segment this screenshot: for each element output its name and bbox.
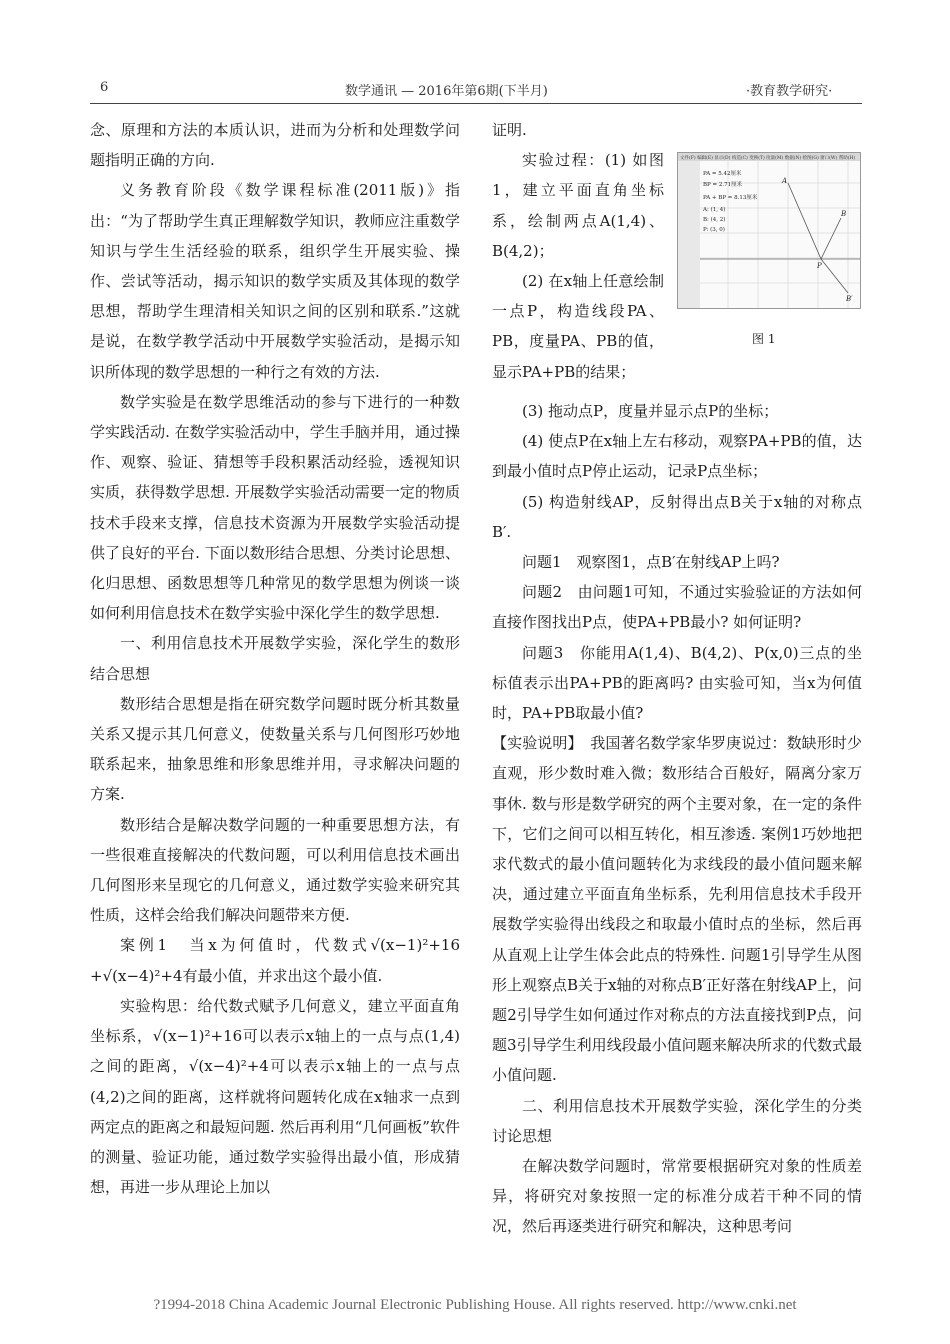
point-label: P [817, 262, 822, 270]
right-column [492, 396, 862, 1242]
paragraph: (5) 构造射线AP，反射得出点B关于x轴的对称点B′. [492, 492, 862, 541]
paragraph: (2) 在x轴上任意绘制一点P，构造线段PA、PB，度量PA、PB的值，显示PA+PB的结果； [492, 272, 664, 381]
question: 问题3 你能用A(1,4)、B(4,2)、P(x,0)三点的坐标值表示出PA+PB的距离吗? 由实验可知，当x为何值时，PA+PB取最小值? [492, 643, 862, 723]
paragraph: 数形结合是解决数学问题的一种重要思想方法，有一些很难直接解决的代数问题，可以利用信息技术画出几何图形来呈现它的几何意义，通过数学实验来研究其性质，这样会给我们解决问题带来方便. [90, 815, 460, 925]
right-column-top [492, 115, 664, 387]
page-number: 6 [100, 80, 109, 95]
paragraph: 数学实验是在数学思维活动的参与下进行的一种数学实践活动. 在数学实验活动中，学生手脑并用，通过操作、观察、验证、猜想等手段积累活动经验，透视知识实质，获得数学思想. 开展数学实验活动需要一定的物质技术手段来支撑，信息技术资源为开展数学实验活动提供了良好的平台. 下面以数形结合思想、分类讨论思想、化归思想、函数思想等几种常见的数学思想为例谈一谈如何利用信息技术在数学实验中深化学生的数学思想. [90, 392, 460, 623]
figure-caption: 图 1 [752, 332, 776, 346]
section-title: ·教育教学研究· [746, 84, 833, 99]
paragraph: (3) 拖动点P，度量并显示点P的坐标； [522, 402, 779, 420]
figure-canvas [678, 153, 860, 308]
measure-text: A: (1, 4) [703, 207, 726, 213]
left-column [90, 115, 460, 1202]
paragraph: 念、原理和方法的本质认识，进而为分析和处理数学问题指明正确的方向. [90, 121, 460, 170]
figure-geometry-sketchpad [677, 152, 861, 309]
paragraph: 义务教育阶段《数学课程标准(2011版)》指出：“为了帮助学生真正理解数学知识，教师应注重数学知识与学生生活经验的联系，组织学生开展实验、操作、尝试等活动，揭示知识的数学实质及其体现的数学思想，帮助学生理清相关知识之间的区别和联系.”这就是说，在数学教学活动中开展数学实验活动，是揭示知识所体现的数学思想的一种行之有效的方法. [90, 181, 460, 381]
copyright-footer: ?1994-2018 China Academic Journal Electronic Publishing House. All rights reserved. http://www.cnki.net [153, 1297, 797, 1313]
paragraph: 实验构思：给代数式赋予几何意义，建立平面直角坐标系，√(x−1)²+16可以表示x轴上的一点与点(1,4)之间的距离，√(x−4)²+4可以表示x轴上的一点与点(4,2)之间的距离，这样就将问题转化成在x轴求一点到两定点的距离之和最短问题. 然后再利用“几何画板”软件的测量、验证功能，通过数学实验得出最小值，形成猜想，再进一步从理论上加以 [90, 996, 460, 1197]
question: 问题2 由问题1可知，不通过实验验证的方法如何直接作图找出P点，使PA+PB最小? 如何证明? [492, 583, 862, 632]
point-label: B [841, 210, 847, 218]
measure-text: PA + BP = 8.13厘米 [703, 195, 758, 201]
journal-title: 数学通讯 — 2016年第6期(下半月) [345, 84, 548, 99]
point-label: A [782, 177, 788, 185]
paragraph: (4) 使点P在x轴上左右移动，观察PA+PB的值，达到最小值时点P停止运动，记录P点坐标； [492, 432, 862, 481]
paragraph: 实验过程：(1) 如图1，建立平面直角坐标系，绘制两点A(1,4)、B(4,2)； [492, 151, 664, 260]
paragraph: 数形结合思想是指在研究数学问题时既分析其数量关系又提示其几何意义，使数量关系与几何图形巧妙地联系起来，抽象思维和形象思维并用，寻求解决问题的方案. [90, 694, 460, 804]
paragraph: 证明. [492, 121, 527, 139]
section-heading: 一、利用信息技术开展数学实验，深化学生的数形结合思想 [90, 634, 460, 683]
measure-text: PA = 5.42厘米 [703, 171, 742, 177]
measure-text: BP = 2.71厘米 [703, 182, 743, 188]
paragraph: 在解决数学问题时，常常要根据研究对象的性质差异，将研究对象按照一定的标准分成若干种不同的情况，然后再逐类进行研究和解决，这种思考问 [492, 1157, 862, 1236]
section-heading: 二、利用信息技术开展数学实验，深化学生的分类讨论思想 [492, 1096, 862, 1145]
figure-menu: 文件(F) 编辑(E) 显示(D) 构造(C) 变换(T) 度量(M) 数据(N) 绘图(G) 窗口(W) 帮助(H) [680, 156, 856, 161]
measure-text: B: (4, 2) [703, 217, 726, 223]
point-label: B′ [846, 295, 853, 303]
measure-text: P: (3, 0) [703, 227, 725, 233]
case-statement: 案例1 当x为何值时，代数式√(x−1)²+16 +√(x−4)²+4有最小值，并求出这个最小值. [90, 936, 460, 985]
question: 问题1 观察图1，点B′在射线AP上吗? [522, 553, 780, 572]
header-rule [90, 103, 862, 104]
experiment-note: 【实验说明】 我国著名数学家华罗庚说过：数缺形时少直观，形少数时难入微；数形结合百般好，隔离分家万事休. 数与形是数学研究的两个主要对象，在一定的条件下，它们之间可以相互转化，相互渗透. 案例1巧妙地把求代数式的最小值问题转化为求线段的最小值问题来解决，通过建立平面直角坐标系，先利用信息技术手段开展数学实验得出线段之和取最小值时点的坐标，然后再从直观上让学生体会此点的特殊性. 问题1引导学生从图形上观察点B关于x轴的对称点B′正好落在射线AP上，问题2引导学生如何通过作对称点的方法直接找到P点，问题3引导学生利用线段最小值问题来解决所求的代数式最小值问题. [492, 734, 862, 1085]
